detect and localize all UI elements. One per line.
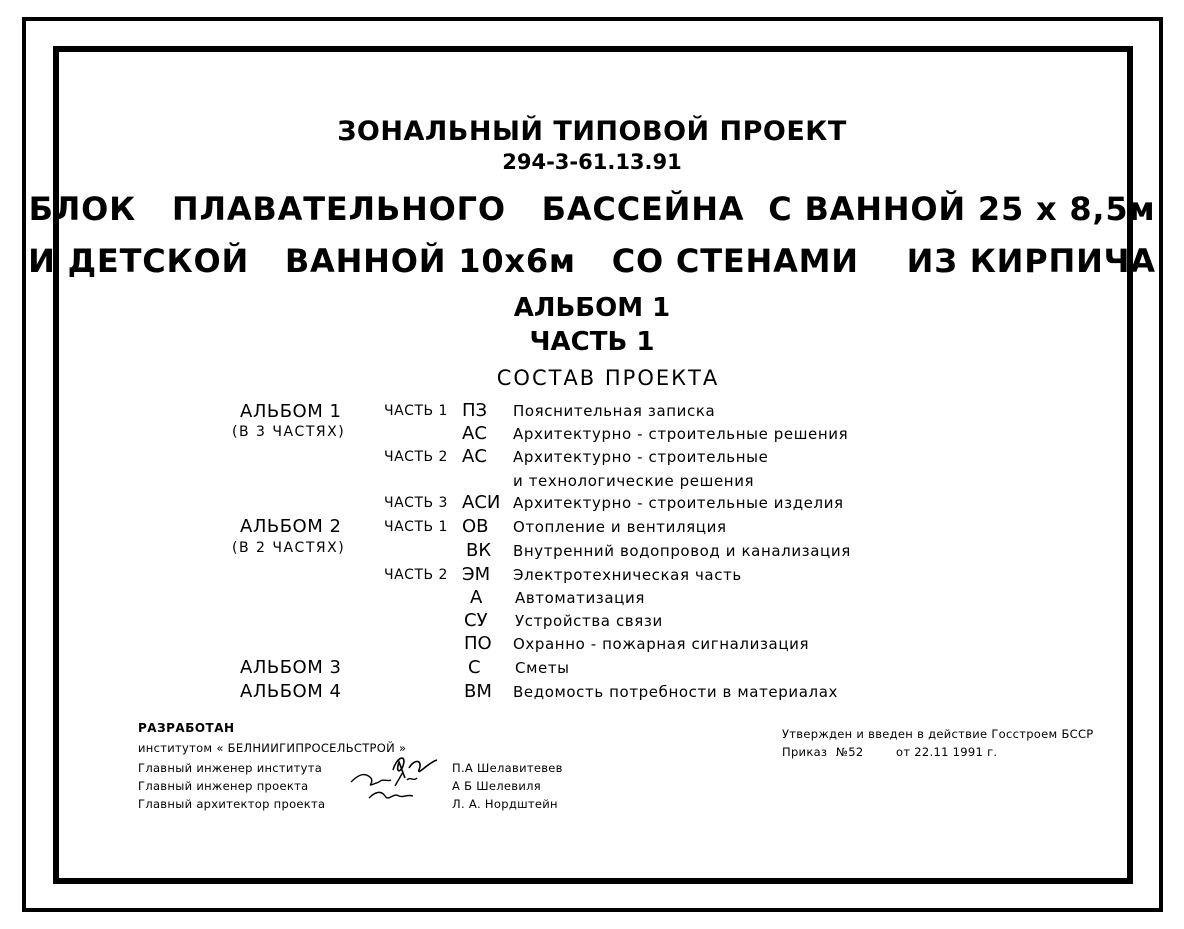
- signer-name-3: Л. А. Нордштейн: [452, 797, 558, 811]
- album-2-label: АЛЬБОМ 2: [240, 516, 342, 537]
- developed-label: РАЗРАБОТАН: [138, 721, 235, 735]
- album-2-sub: (В 2 ЧАСТЯХ): [232, 540, 346, 556]
- row-desc: Архитектурно - строительные решения: [513, 425, 849, 443]
- row-code: АСИ: [462, 492, 501, 513]
- row-code: ЭМ: [462, 564, 491, 585]
- row-desc: Ведомость потребности в материалах: [513, 683, 838, 701]
- row-code: С: [468, 657, 481, 678]
- order-number: №52: [836, 745, 864, 759]
- institute-name: институтом « БЕЛНИИГИПРОСЕЛЬСТРОЙ »: [138, 741, 407, 755]
- row-code: СУ: [464, 610, 488, 631]
- row-desc: Сметы: [515, 659, 570, 677]
- album-1-label: АЛЬБОМ 1: [240, 401, 342, 422]
- role-chief-engineer-project: Главный инженер проекта: [138, 779, 309, 793]
- order-label: Приказ: [782, 745, 828, 759]
- title-line-1: БЛОК ПЛАВАТЕЛЬНОГО БАССЕЙНА С ВАННОЙ 25 х 8,5м: [28, 190, 1156, 228]
- album-4-label: АЛЬБОМ 4: [240, 681, 342, 702]
- row-desc: Автоматизация: [515, 589, 645, 607]
- project-number: 294-3-61.13.91: [502, 150, 682, 174]
- row-desc: Устройства связи: [515, 612, 663, 630]
- album-1-sub: (В 3 ЧАСТЯХ): [232, 424, 346, 440]
- row-desc: Внутренний водопровод и канализация: [513, 542, 851, 560]
- order-date: от 22.11 1991 г.: [896, 745, 998, 759]
- row-part: ЧАСТЬ 2: [384, 567, 448, 583]
- row-code: АС: [462, 446, 487, 467]
- row-code: ПО: [464, 633, 492, 654]
- row-desc: и технологические решения: [513, 472, 755, 490]
- composition-heading: СОСТАВ ПРОЕКТА: [496, 366, 720, 390]
- album-3-label: АЛЬБОМ 3: [240, 657, 342, 678]
- role-chief-architect: Главный архитектор проекта: [138, 797, 326, 811]
- row-code: А: [470, 587, 483, 608]
- approval-text: Утвержден и введен в действие Госстроем БССР: [782, 727, 1094, 741]
- row-code: АС: [462, 423, 487, 444]
- row-desc: Отопление и вентиляция: [513, 518, 727, 536]
- row-part: ЧАСТЬ 1: [384, 519, 448, 535]
- part-title: ЧАСТЬ 1: [529, 327, 655, 357]
- signer-name-1: П.А Шелавитевев: [452, 761, 563, 775]
- role-chief-engineer-institute: Главный инженер института: [138, 761, 323, 775]
- row-part: ЧАСТЬ 1: [384, 403, 448, 419]
- row-part: ЧАСТЬ 2: [384, 449, 448, 465]
- row-code: ВМ: [464, 681, 492, 702]
- project-type: ЗОНАЛЬНЫЙ ТИПОВОЙ ПРОЕКТ: [337, 116, 847, 147]
- row-part: ЧАСТЬ 3: [384, 495, 448, 511]
- row-code: ПЗ: [462, 400, 488, 421]
- row-desc: Архитектурно - строительные: [513, 448, 769, 466]
- row-desc: Электротехническая часть: [513, 566, 742, 584]
- row-code: ОВ: [462, 516, 489, 537]
- signer-name-2: А Б Шелевиля: [452, 779, 541, 793]
- row-desc: Пояснительная записка: [513, 402, 716, 420]
- signatures-image: [345, 748, 445, 812]
- album-title: АЛЬБОМ 1: [513, 293, 671, 323]
- row-code: ВК: [466, 540, 492, 561]
- title-line-2: И ДЕТСКОЙ ВАННОЙ 10х6м СО СТЕНАМИ ИЗ КИРПИЧА: [28, 242, 1156, 280]
- row-desc: Охранно - пожарная сигнализация: [513, 635, 810, 653]
- row-desc: Архитектурно - строительные изделия: [513, 494, 844, 512]
